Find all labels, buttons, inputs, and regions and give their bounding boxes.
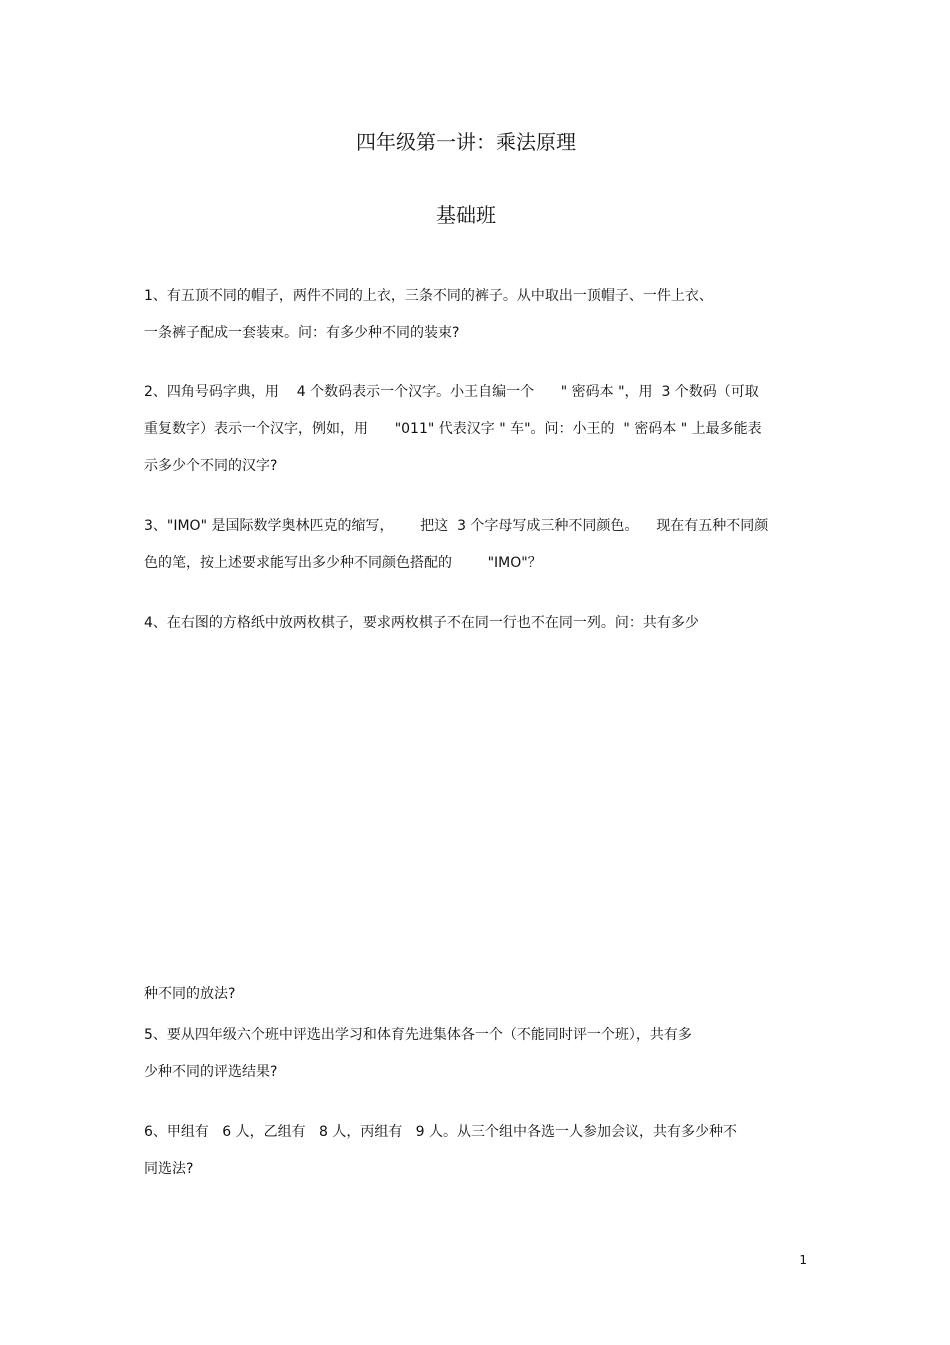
problem-5-line-1: 5、要从四年级六个班中评选出学习和体育先进集体各一个（不能同时评一个班），共有多	[144, 1027, 692, 1043]
document-subtitle: 基础班	[436, 203, 496, 227]
problem-2-line-2: 重复数字）表示一个汉字，例如，用 "011" 代表汉字 " 车"。问：小王的 " 密码本 " 上最多能表	[144, 421, 762, 437]
problem-6-line-1: 6、甲组有 6 人，乙组有 8 人，丙组有 9 人。从三个组中各选一人参加会议，共有多少种不	[144, 1124, 738, 1140]
problem-3-line-1: 3、"IMO" 是国际数学奥林匹克的缩写， 把这 3 个字母写成三种不同颜色。 现在有五种不同颜	[144, 518, 769, 534]
problem-2-line-3: 示多少个不同的汉字?	[144, 458, 278, 474]
page-number: 1	[799, 1253, 807, 1267]
problem-3-line-2: 色的笔，按上述要求能写出多少种不同颜色搭配的 "IMO"？	[144, 555, 542, 571]
problem-1-line-2: 一条裤子配成一套装束。问：有多少种不同的装束?	[144, 325, 460, 341]
problem-2-line-1: 2、四角号码字典，用 4 个数码表示一个汉字。小王自编一个 " 密码本 "，用 3 个数码（可取	[144, 384, 759, 400]
problem-1-line-1: 1、有五顶不同的帽子，两件不同的上衣，三条不同的裤子。从中取出一顶帽子、一件上衣、	[144, 288, 713, 304]
document-title: 四年级第一讲：乘法原理	[356, 130, 576, 154]
problem-4-line-1: 4、在右图的方格纸中放两枚棋子，要求两枚棋子不在同一行也不在同一列。问：共有多少	[144, 615, 699, 631]
problem-4-line-2: 种不同的放法?	[144, 986, 236, 1002]
problem-5-line-2: 少种不同的评选结果?	[144, 1064, 278, 1080]
problem-6-line-2: 同选法?	[144, 1161, 194, 1177]
